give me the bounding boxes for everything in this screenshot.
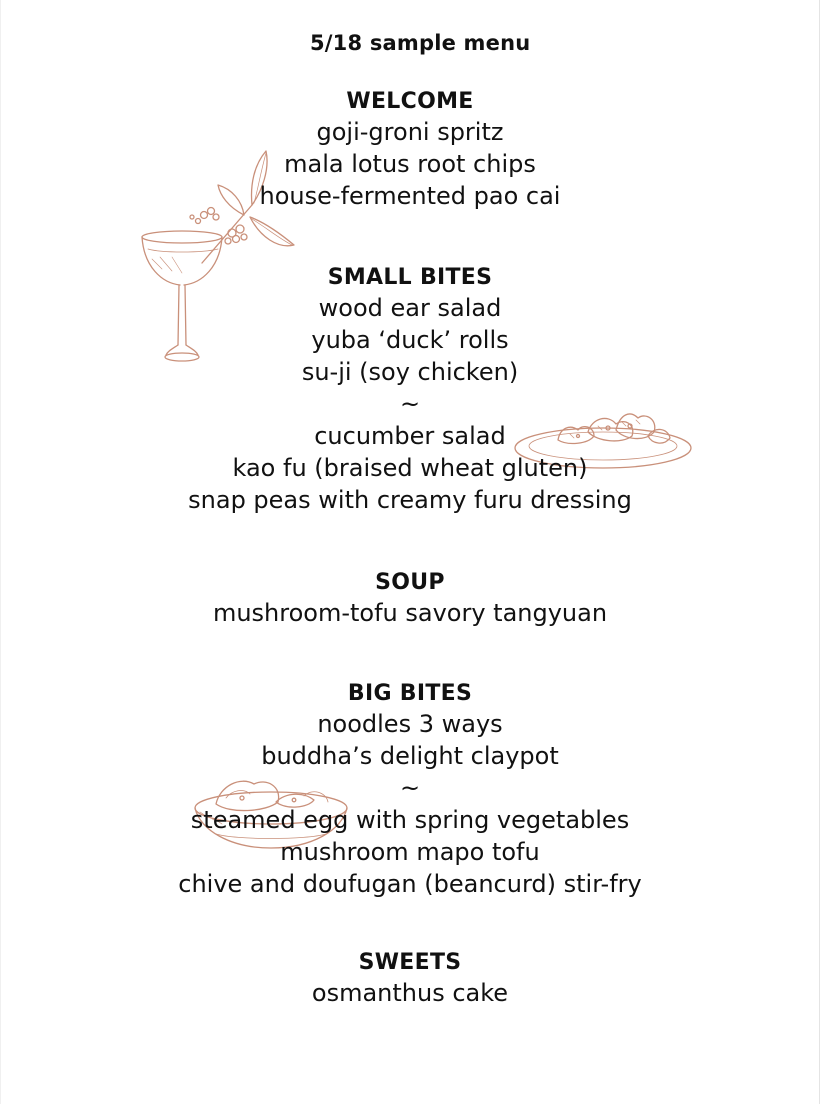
menu-item: snap peas with creamy furu dressing — [188, 486, 632, 514]
menu-item: steamed egg with spring vegetables — [190, 806, 630, 834]
tilde-divider: ~ — [399, 774, 421, 802]
section-items — [0, 116, 820, 212]
tilde-divider: ~ — [399, 390, 421, 418]
menu-item: osmanthus cake — [311, 979, 509, 1007]
menu-item: wood ear salad — [318, 294, 502, 322]
section-soup — [0, 569, 820, 629]
menu-item: goji-groni spritz — [316, 118, 504, 146]
section-items — [0, 708, 820, 900]
menu-item: yuba ‘duck’ rolls — [311, 326, 509, 354]
section-heading: SMALL BITES — [327, 265, 493, 290]
menu-item: kao fu (braised wheat gluten) — [232, 454, 588, 482]
menu-item: su-ji (soy chicken) — [301, 358, 519, 386]
menu-item: cucumber salad — [314, 422, 506, 450]
menu-item: house-fermented pao cai — [259, 182, 561, 210]
section-heading: SWEETS — [358, 950, 462, 975]
section-heading: BIG BITES — [347, 681, 473, 706]
menu-item: mushroom-tofu savory tangyuan — [212, 599, 608, 627]
menu-item: mala lotus root chips — [284, 150, 536, 178]
menu-title: 5/18 sample menu — [310, 31, 531, 55]
section-items — [0, 977, 820, 1009]
section-heading: SOUP — [375, 570, 445, 595]
menu-item: buddha’s delight claypot — [261, 742, 559, 770]
section-items — [0, 292, 820, 516]
menu-item: chive and doufugan (beancurd) stir-fry — [178, 870, 642, 898]
section-items — [0, 597, 820, 629]
menu-item: noodles 3 ways — [317, 710, 503, 738]
section-big-bites — [0, 680, 820, 900]
section-sweets — [0, 949, 820, 1009]
menu-item: mushroom mapo tofu — [280, 838, 540, 866]
section-welcome — [0, 88, 820, 212]
section-small-bites — [0, 264, 820, 516]
section-heading: WELCOME — [346, 89, 474, 114]
